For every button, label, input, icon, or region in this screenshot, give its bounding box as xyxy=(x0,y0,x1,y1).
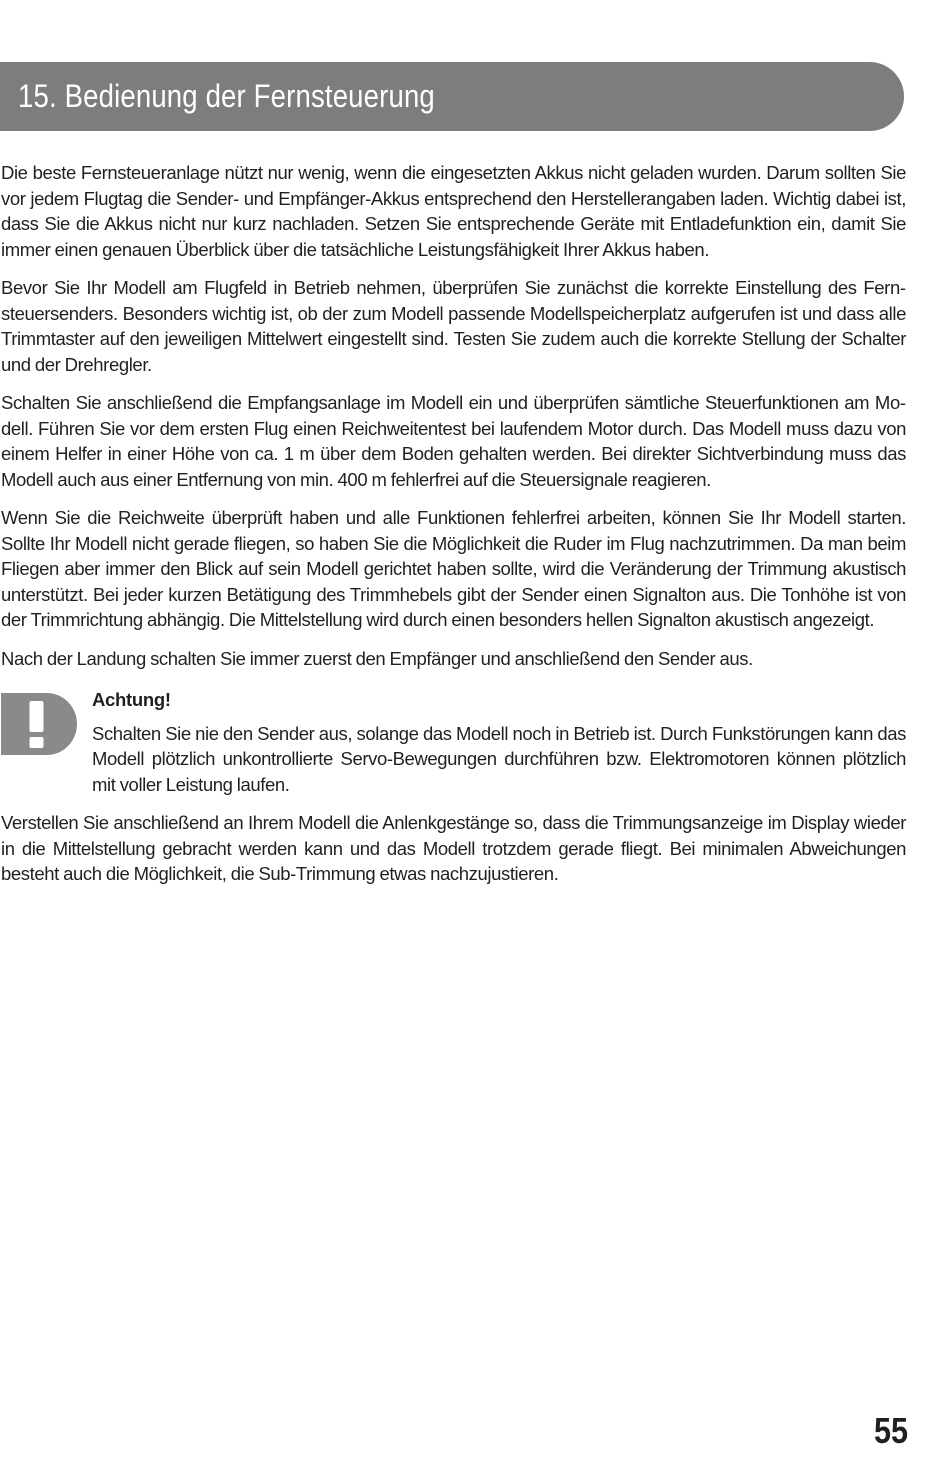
page-number: 55 xyxy=(873,1410,908,1451)
warning-box xyxy=(1,687,906,797)
section-title: 15. Bedienung der Fernsteuerung xyxy=(18,78,435,114)
paragraph-range-test: Schalten Sie anschließend die Empfangsanlage im Modell ein und überprüfen sämtliche Steuerfunktionen am Modell. Führen Sie vor dem ersten Flug einen Reichweitentest bei laufendem Motor durch. Das Modell muss dazu von einem Helfer in einer Höhe von ca. 1 m über dem Boden gehalten werden. Bei direkter Sichtverbindung muss das Modell auch aus einer Entfernung von min. 400 m fehlerfrei auf die Steuersignale reagieren. xyxy=(1,392,906,490)
main-content xyxy=(1,160,906,900)
warning-title: Achtung! xyxy=(92,689,171,710)
paragraph-battery-charging: Die beste Fernsteueranlage nützt nur wenig, wenn die eingesetzten Akkus nicht geladen wurden. Darum sollten Sie vor jedem Flugtag die Sender- und Empfänger-Akkus entsprechend den Herstellerangaben laden. Wichtig dabei ist, dass Sie die Akkus nicht nur kurz nachladen. Setzen Sie entsprechende Geräte mit Entladefunktion ein, damit Sie immer einen genauen Überblick über die tatsächliche Leistungsfähigkeit Ihrer Akkus haben. xyxy=(1,162,906,260)
paragraph-linkage-adjustment: Verstellen Sie anschließend an Ihrem Modell die Anlenkgestänge so, dass die Trimmungsanzeige im Display wieder in die Mittelstellung gebracht werden kann und das Modell trotzdem gerade fliegt. Bei minimalen Abweichungen besteht auch die Möglichkeit, die Sub-Trimmung etwas nachzujustieren. xyxy=(1,812,906,884)
exclamation-icon xyxy=(1,693,77,755)
paragraph-trimming: Wenn Sie die Reichweite überprüft haben und alle Funktionen fehlerfrei arbeiten, können Sie Ihr Modell starten. Sollte Ihr Modell nicht gerade fliegen, so haben Sie die Möglichkeit die Ruder im Flug nachzutrimmen. Da man beim Fliegen aber immer den Blick auf sein Modell gerichtet haben sollte, wird die Veränderung der Trimmung akustisch unterstützt. Bei jeder kurzen Betätigung des Trimmhebels gibt der Sender einen Signalton aus. Die Tonhöhe ist von der Trimmrichtung abhängig. Die Mittelstellung wird durch einen besonders hellen Signalton akustisch angezeigt. xyxy=(1,507,906,630)
warning-text: Schalten Sie nie den Sender aus, solange das Modell noch in Betrieb ist. Durch Funkstörungen kann das Modell plötzlich unkontrollierte Servo-Bewegungen durchführen bzw. Elektromotoren können plötzlich mit voller Leistung laufen. xyxy=(92,722,906,795)
paragraph-after-landing: Nach der Landung schalten Sie immer zuerst den Empfänger und anschließend den Sender aus. xyxy=(1,647,753,669)
section-header-band xyxy=(0,62,904,131)
paragraph-transmitter-check: Bevor Sie Ihr Modell am Flugfeld in Betrieb nehmen, überprüfen Sie zunächst die korrekte Einstellung des Fernsteuersenders. Besonders wichtig ist, ob der zum Modell passende Modellspeicherplatz aufgerufen ist und dass alle Trimmtaster auf den jeweiligen Mittelwert eingestellt sind. Testen Sie zudem auch die korrekte Stellung der Schalter und der Drehregler. xyxy=(1,277,906,375)
